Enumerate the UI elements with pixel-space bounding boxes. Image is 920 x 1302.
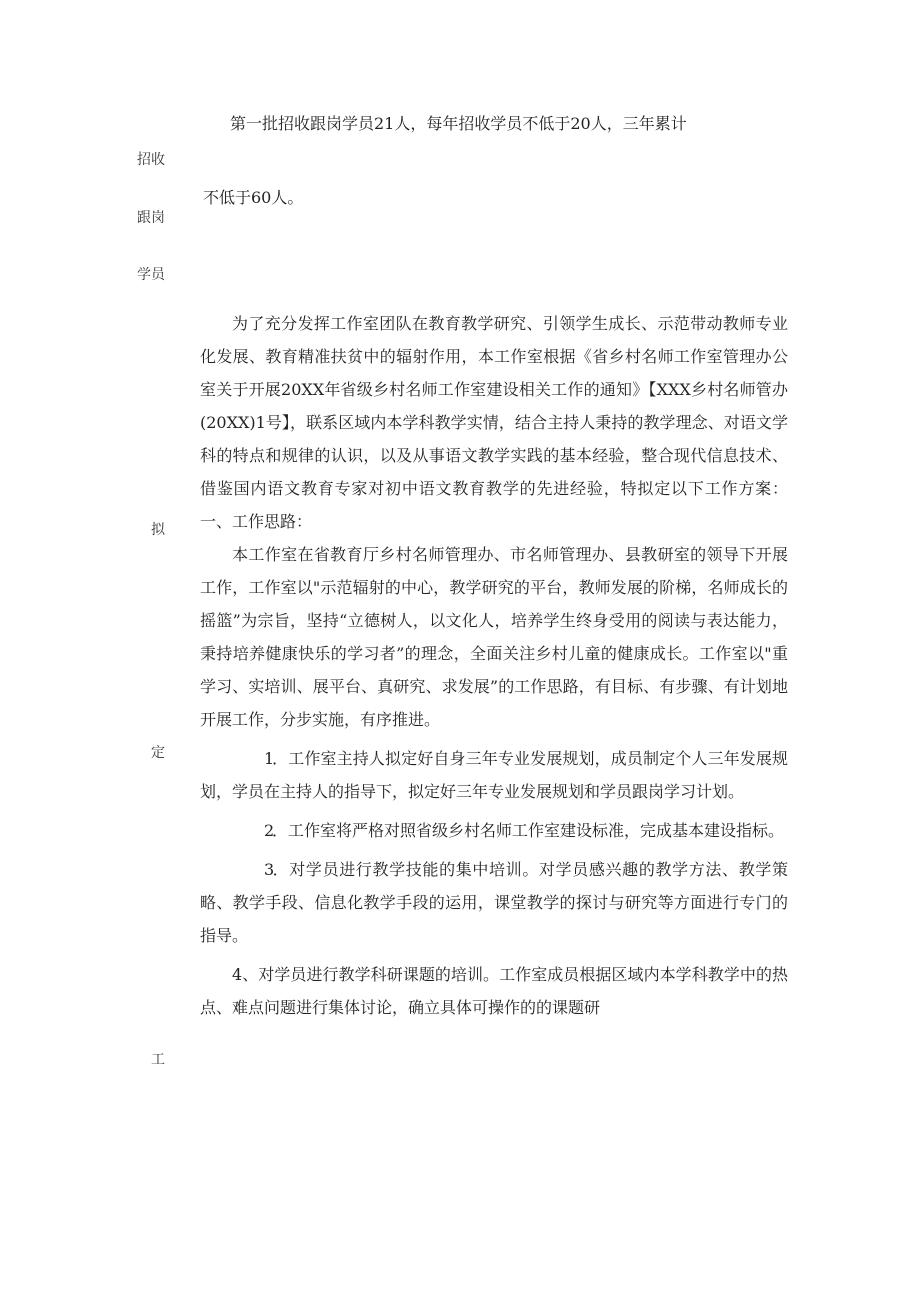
margin-label-ding: 定	[151, 745, 165, 761]
margin-label-gong: 工	[151, 1052, 165, 1068]
list-item-1-number: 1	[264, 749, 275, 768]
body-text	[200, 307, 788, 1024]
intro-line-2: 不低于60人。	[203, 188, 304, 207]
list-item-3	[200, 853, 788, 952]
margin-label-ni: 拟	[151, 522, 165, 538]
intro-line-1: 第一批招收跟岗学员21人，每年招收学员不低于20人，三年累计	[230, 114, 687, 133]
list-item-1	[200, 742, 788, 808]
list-item-4: 4、对学员进行教学科研课题的培训。工作室成员根据区域内本学科教学中的热点、难点问题进行集体讨论，确立具体可操作的的课题研	[200, 965, 788, 1017]
list-item-3-text: ．对学员进行教学技能的集中培训。对学员感兴趣的教学方法、教学策略、教学手段、信息化教学手段的运用，课堂教学的探讨与研究等方面进行专门的指导。	[200, 860, 788, 945]
list-item-3-number: 3	[264, 860, 275, 879]
margin-label-gengang: 跟岗	[137, 210, 165, 226]
margin-label-xueyuan: 学员	[137, 267, 165, 283]
margin-label-zhaoshou: 招收	[137, 152, 165, 168]
list-item-2-text: ．工作室将严格对照省级乡村名师工作室建设标准，完成基本建设指标。	[272, 821, 785, 840]
list-item-2	[200, 814, 788, 847]
list-item-2-number: 2	[264, 821, 275, 840]
paragraph-purpose: 为了充分发挥工作室团队在教育教学研究、引领学生成长、示范带动教师专业化发展、教育精准扶贫中的辐射作用，本工作室根据《省乡村名师工作室管理办公室关于开展20XX年省级乡村名师工作室建设相关工作的通知》【XXX乡村名师管办(20XX)1号】，联系区域内本学科教学实情，结合主持人秉持的教学理念、对语文学科的特点和规律的认识，以及从事语文教学实践的基本经验，整合现代信息技术、借鉴国内语文教育专家对初中语文教育教学的先进经验，特拟定以下工作方案：一、工作思路：	[200, 314, 788, 531]
paragraph-work-ideas: 本工作室在省教育厅乡村名师管理办、市名师管理办、县教研室的领导下开展工作，工作室以"示范辐射的中心，教学研究的平台，教师发展的阶梯，名师成长的摇篮”为宗旨，坚持“立德树人，以文化人，培养学生终身受用的阅读与表达能力，秉持培养健康快乐的学习者”的理念，全面关注乡村儿童的健康成长。工作室以"重学习、实培训、展平台、真研究、求发展”的工作思路，有目标、有步骤、有计划地开展工作，分步实施，有序推进。	[200, 545, 788, 729]
list-item-1-text: ．工作室主持人拟定好自身三年专业发展规划，成员制定个人三年发展规划，学员在主持人的指导下，拟定好三年专业发展规划和学员跟岗学习计划。	[200, 749, 788, 801]
